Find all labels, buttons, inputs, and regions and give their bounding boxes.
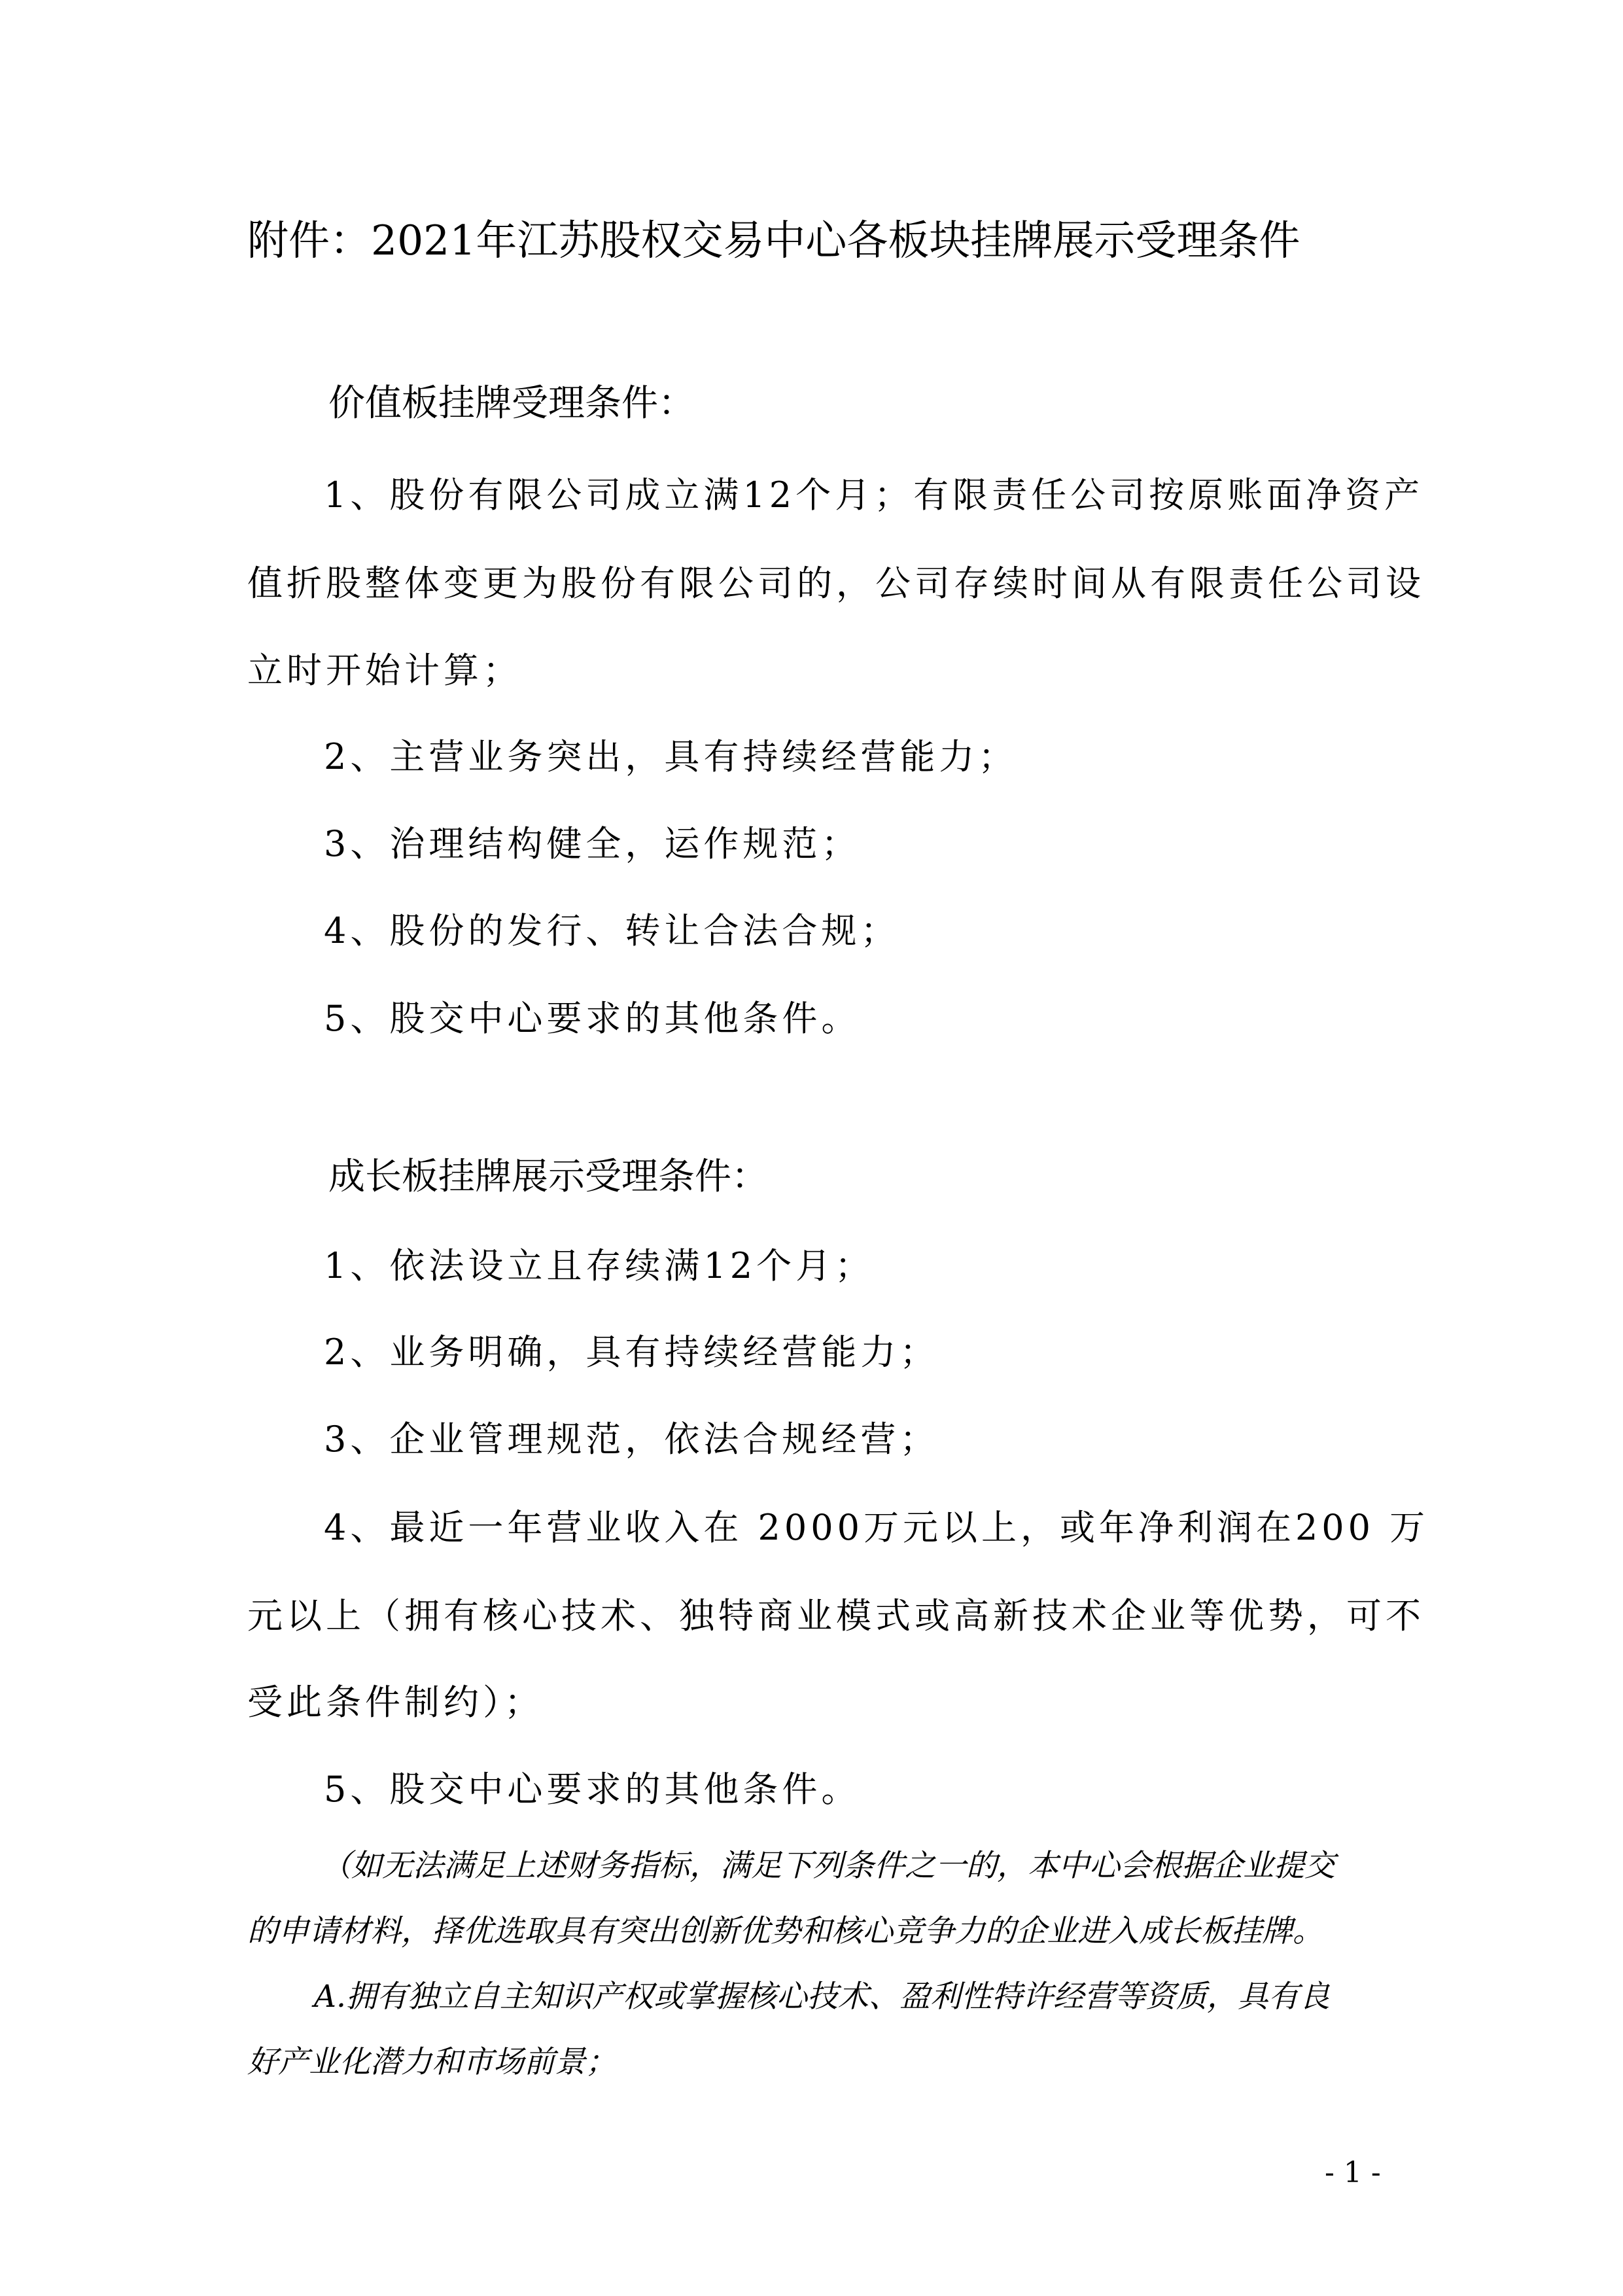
value-item-1-line-2: 值折股整体变更为股份有限公司的，公司存续时间从有限责任公司设 [247, 563, 1425, 604]
growth-item-4-line-3: 受此条件制约）； [247, 1682, 544, 1723]
page-number: - 1 - [1325, 2156, 1381, 2189]
value-item-3: 3、治理结构健全，运作规范； [324, 823, 861, 864]
document-title: 附件：2021年江苏股权交易中心各板块挂牌展示受理条件 [247, 217, 1300, 264]
growth-option-a-line-1: A.拥有独立自主知识产权或掌握核心技术、盈利性特许经营等资质，具有良 [314, 1979, 1330, 2015]
value-item-4: 4、股份的发行、转让合法合规； [324, 910, 900, 951]
value-item-2: 2、主营业务突出，具有持续经营能力； [324, 736, 1018, 777]
value-item-1-line-1: 1、股份有限公司成立满12个月；有限责任公司按原账面净资产 [324, 474, 1424, 516]
growth-board-heading: 成长板挂牌展示受理条件： [328, 1156, 768, 1198]
growth-item-3: 3、企业管理规范，依法合规经营； [324, 1419, 939, 1460]
growth-note-line-2: 的申请材料，择优选取具有突出创新优势和核心竞争力的企业进入成长板挂牌。 [247, 1913, 1323, 1949]
growth-note-line-1: （如无法满足上述财务指标，满足下列条件之一的，本中心会根据企业提交 [321, 1848, 1335, 1884]
growth-item-4-line-1: 4、最近一年营业收入在 2000万元以上，或年净利润在200 万 [324, 1507, 1429, 1548]
value-board-heading: 价值板挂牌受理条件： [328, 382, 695, 425]
growth-option-a-line-2: 好产业化潜力和市场前景； [247, 2044, 616, 2080]
growth-item-5: 5、股交中心要求的其他条件。 [324, 1769, 861, 1810]
growth-item-4-line-2: 元以上（拥有核心技术、独特商业模式或高新技术企业等优势，可不 [247, 1595, 1425, 1636]
growth-item-1: 1、依法设立且存续满12个月； [324, 1245, 875, 1286]
value-item-1-line-3: 立时开始计算； [247, 650, 522, 691]
value-item-5: 5、股交中心要求的其他条件。 [324, 998, 861, 1039]
growth-item-2: 2、业务明确，具有持续经营能力； [324, 1332, 939, 1373]
